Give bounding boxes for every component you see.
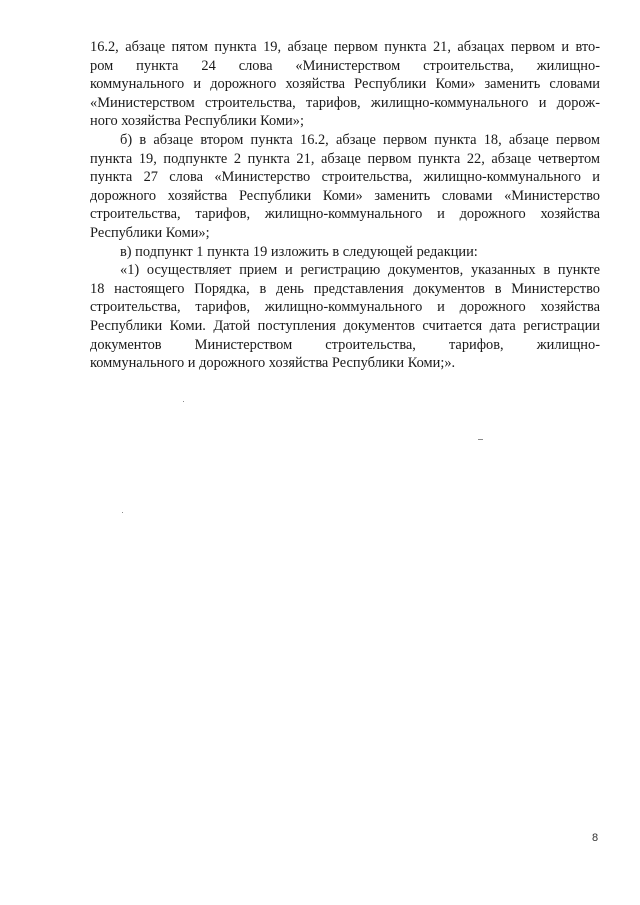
scan-speck	[183, 401, 184, 402]
text-line: коммунального и дорожного хозяйства Республики Коми;».	[90, 355, 456, 372]
text-line: 16.2, абзаце пятом пункта 19, абзаце первом пункта 21, абзацах первом и вто-	[90, 39, 600, 55]
text-line: документов Министерством строительства, тарифов, жилищно-	[90, 336, 600, 353]
text-line: Республики Коми»;	[90, 224, 210, 241]
text-line: пункта 19, подпункте 2 пункта 21, абзаце первом пункта 22, абзаце четвертом	[90, 150, 600, 167]
text-line: коммунального и дорожного хозяйства Республики Коми» заменить словами	[90, 76, 600, 93]
scan-speck	[478, 439, 483, 440]
text-line: ром пункта 24 слова «Министерством строительства, жилищно-	[90, 57, 600, 74]
text-line: б) в абзаце втором пункта 16.2, абзаце первом пункта 18, абзаце первом	[120, 131, 600, 148]
text-line: пункта 27 слова «Министерство строительства, жилищно-коммунального и	[90, 169, 600, 186]
page-number: 8	[592, 832, 599, 844]
text-line: 18 настоящего Порядка, в день представления документов в Министерство	[90, 280, 600, 297]
text-line: «Министерством строительства, тарифов, жилищно-коммунального и дорож-	[90, 94, 600, 111]
text-line: дорожного хозяйства Республики Коми» заменить словами «Министерство	[90, 187, 600, 204]
text-line: строительства, тарифов, жилищно-коммунального и дорожного хозяйства	[90, 299, 600, 316]
document-body-text	[90, 38, 600, 373]
text-line: строительства, тарифов, жилищно-коммунального и дорожного хозяйства	[90, 206, 600, 223]
scan-speck	[122, 512, 123, 513]
text-line: Республики Коми. Датой поступления документов считается дата регистрации	[90, 317, 600, 334]
text-line: «1) осуществляет прием и регистрацию документов, указанных в пункте	[120, 262, 600, 279]
text-line: в) подпункт 1 пункта 19 изложить в следующей редакции:	[120, 243, 478, 260]
text-line: ного хозяйства Республики Коми»;	[90, 113, 304, 130]
